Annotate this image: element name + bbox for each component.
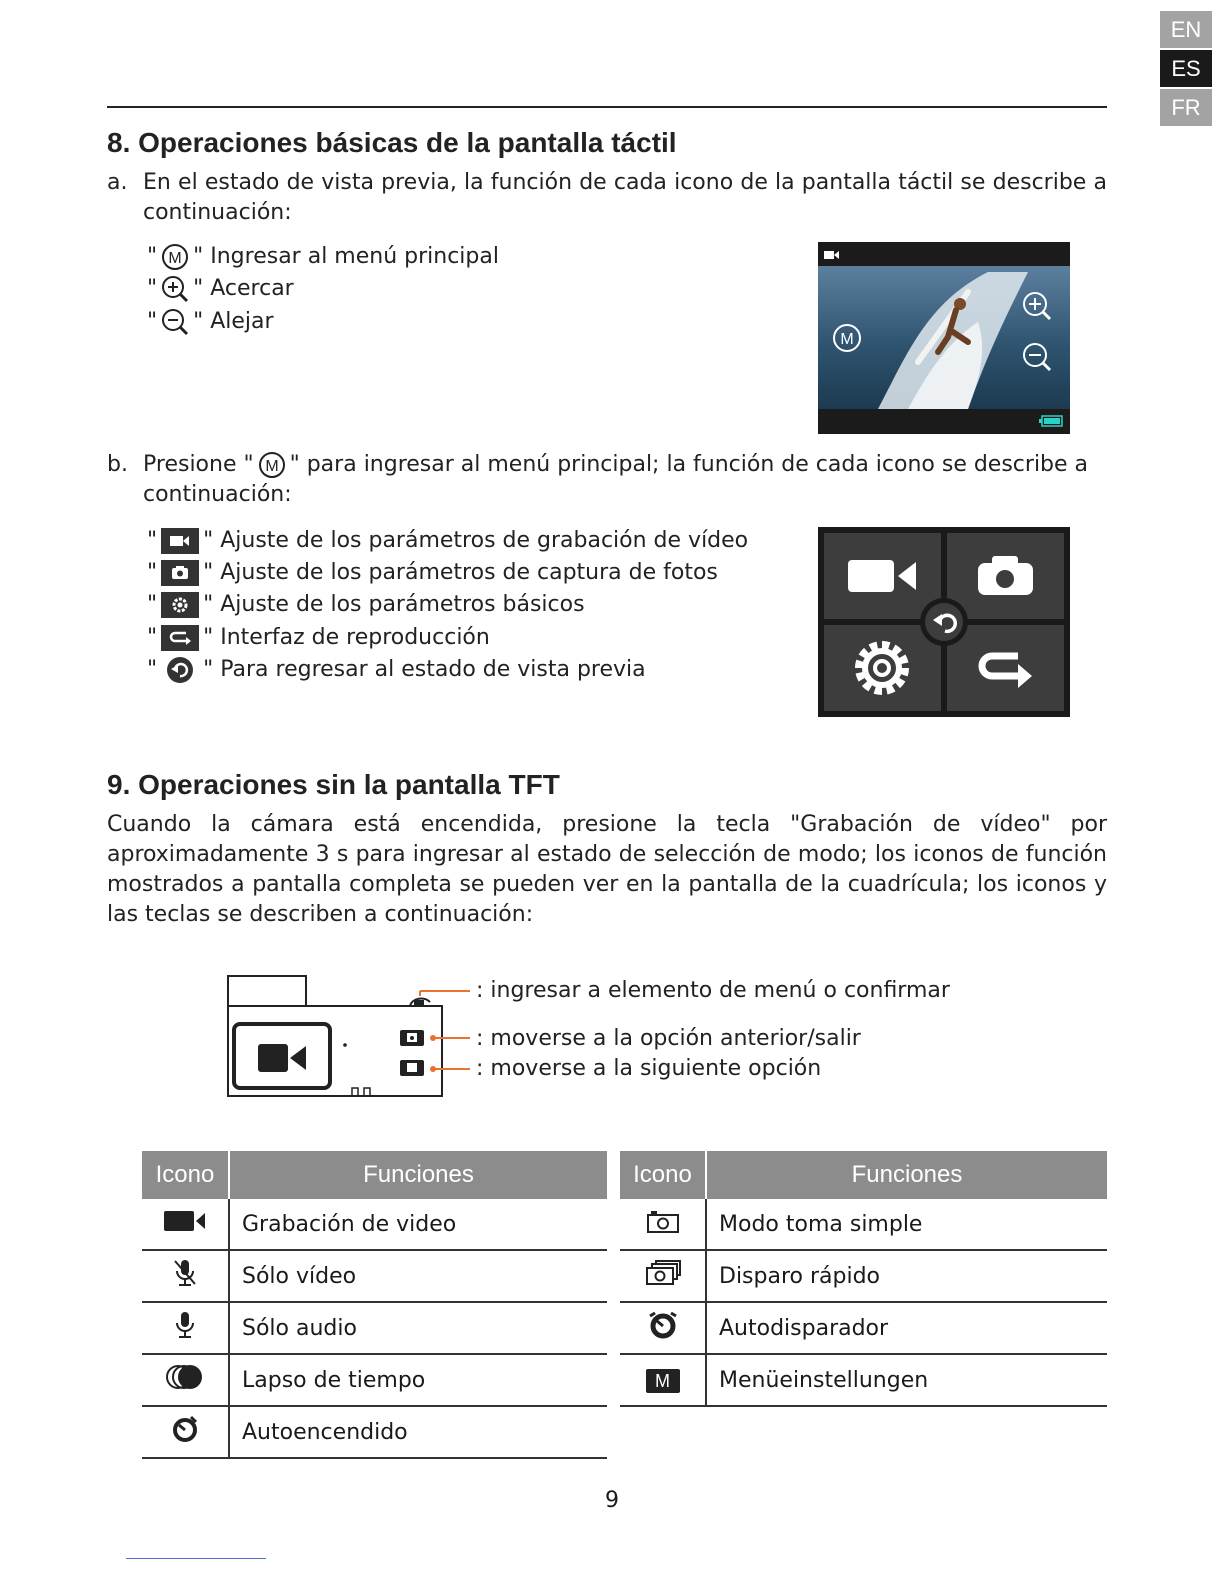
column-header-functions: Funciones	[706, 1151, 1107, 1199]
function-label: Grabación de video	[229, 1199, 607, 1250]
table-row	[620, 1302, 1107, 1354]
video-settings-icon	[161, 528, 199, 554]
table-row	[142, 1302, 607, 1354]
a-item-zoom-out: " " Alejar	[147, 309, 274, 334]
header-rule	[107, 106, 1107, 108]
function-label: Autoencendido	[229, 1406, 607, 1458]
photo-settings-icon	[161, 560, 199, 586]
svg-text:M: M	[264, 458, 279, 475]
column-header-icon: Icono	[142, 1151, 229, 1199]
callout-next: : moverse a la siguiente opción	[476, 1056, 822, 1081]
menu-m-circle-icon	[258, 451, 286, 479]
zoom-in-icon	[161, 275, 189, 303]
table-row	[620, 1199, 1107, 1250]
svg-text:M: M	[168, 250, 182, 267]
menu-m-circle-icon	[161, 243, 189, 271]
main-menu-image	[818, 527, 1070, 717]
single-shot-icon	[645, 1207, 681, 1235]
section-9-text: Cuando la cámara está encendida, presione la tecla "Grabación de vídeo" por aproximadamente 3 s para ingresar al estado de selección de modo; los iconos de función mostrados a pantalla completa se pueden ver en la pantalla de la cuadrícula; los iconos y las teclas se describen a continuación:	[107, 812, 1107, 927]
function-label: Disparo rápido	[706, 1250, 1107, 1302]
callout-previous: : moverse a la opción anterior/salir	[476, 1026, 861, 1051]
surfer-preview-illustration	[818, 242, 1070, 434]
item-b-text: Presione " M " para ingresar al menú principal; la función de cada icono se describe a continuación:	[143, 452, 1089, 507]
b-item-return: " " Para regresar al estado de vista previa	[147, 657, 646, 682]
lang-tab-es[interactable]: ES	[1160, 50, 1212, 87]
function-label: Sólo vídeo	[229, 1250, 607, 1302]
b-item-playback: " " Interfaz de reproducción	[147, 625, 490, 650]
function-label: Menüeinstellungen	[706, 1354, 1107, 1406]
b-item-photo-settings: " " Ajuste de los parámetros de captura de fotos	[147, 560, 718, 585]
function-label: Lapso de tiempo	[229, 1354, 607, 1406]
mic-muted-icon	[172, 1258, 198, 1288]
time-lapse-icon	[165, 1363, 205, 1391]
lang-tab-en[interactable]: EN	[1160, 11, 1212, 48]
preview-screen-image	[818, 242, 1070, 434]
return-icon	[161, 656, 199, 684]
table-row	[142, 1250, 607, 1302]
functions-table-right	[620, 1151, 1107, 1407]
footnote-rule	[126, 1558, 266, 1559]
b-item-basic-settings: " " Ajuste de los parámetros básicos	[147, 592, 585, 617]
gear-icon	[161, 592, 199, 618]
section-8-title: 8. Operaciones básicas de la pantalla táctil	[107, 127, 677, 158]
item-b-label: b.	[107, 452, 128, 477]
timer-icon	[647, 1311, 679, 1339]
camera-body-illustration	[224, 972, 474, 1100]
functions-table-left	[142, 1151, 607, 1459]
main-menu-illustration	[818, 527, 1070, 717]
column-header-icon: Icono	[620, 1151, 706, 1199]
table-row	[142, 1199, 607, 1250]
a-item-menu: " M " Ingresar al menú principal	[147, 244, 499, 269]
camera-diagram	[224, 972, 474, 1100]
self-timer-icon	[171, 1415, 199, 1443]
table-row	[142, 1406, 607, 1458]
microphone-icon	[172, 1310, 198, 1340]
zoom-out-icon	[161, 308, 189, 336]
table-row	[620, 1354, 1107, 1406]
page-number: 9	[605, 1488, 619, 1513]
a-item-zoom-in: " " Acercar	[147, 276, 294, 301]
function-label: Autodisparador	[706, 1302, 1107, 1354]
lang-tab-fr[interactable]: FR	[1160, 89, 1212, 126]
playback-icon	[161, 625, 199, 651]
table-row	[620, 1250, 1107, 1302]
column-header-functions: Funciones	[229, 1151, 607, 1199]
table-row	[142, 1354, 607, 1406]
menu-m-icon: M	[646, 1369, 680, 1393]
svg-text:M: M	[840, 331, 854, 348]
function-label: Sólo audio	[229, 1302, 607, 1354]
item-a-text: En el estado de vista previa, la función de cada icono de la pantalla táctil se describe a continuación:	[143, 170, 1107, 225]
function-label: Modo toma simple	[706, 1199, 1107, 1250]
burst-shot-icon	[644, 1259, 682, 1287]
video-camera-icon	[163, 1208, 207, 1234]
section-9-title: 9. Operaciones sin la pantalla TFT	[107, 769, 560, 800]
b-item-video-settings: " " Ajuste de los parámetros de grabación de vídeo	[147, 528, 749, 553]
callout-confirm: : ingresar a elemento de menú o confirmar	[476, 978, 950, 1003]
item-a-label: a.	[107, 170, 128, 195]
